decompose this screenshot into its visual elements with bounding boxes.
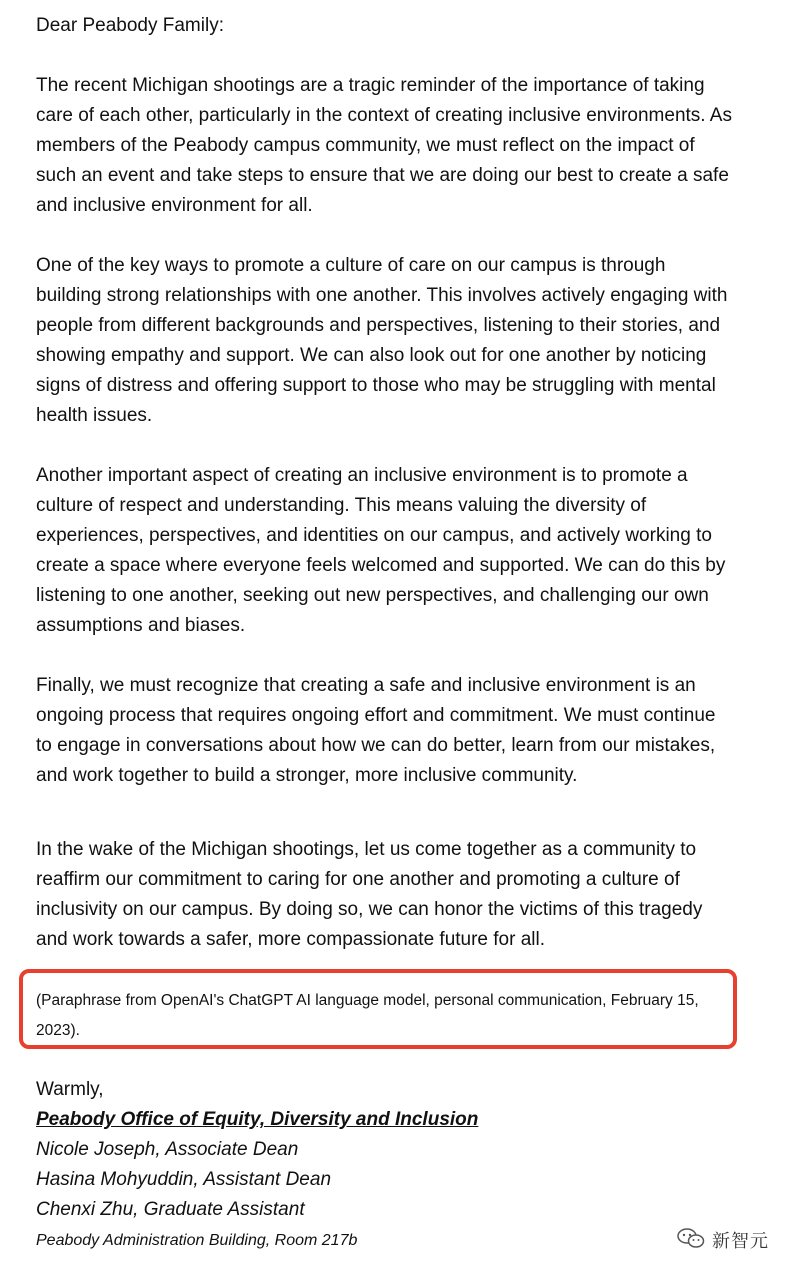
signatory: Chenxi Zhu, Graduate Assistant <box>36 1199 305 1220</box>
wechat-icon <box>676 1227 706 1254</box>
paragraph-line: culture of respect and understanding. This means valuing the diversity of <box>36 495 647 516</box>
paragraph-line: reaffirm our commitment to caring for one another and promoting a culture of <box>36 869 680 890</box>
paragraph-line: and inclusive environment for all. <box>36 195 313 216</box>
closing: Warmly, <box>36 1079 104 1100</box>
paragraph-line: Finally, we must recognize that creating a safe and inclusive environment is an <box>36 675 696 696</box>
paragraph-line: In the wake of the Michigan shootings, let us come together as a community to <box>36 839 697 860</box>
attribution-line: (Paraphrase from OpenAI's ChatGPT AI language model, personal communication, February 15, <box>36 992 699 1009</box>
attribution-line: 2023). <box>36 1022 80 1039</box>
paragraph-line: and work together to build a stronger, more inclusive community. <box>36 765 578 786</box>
paragraph-line: showing empathy and support. We can also look out for one another by noticing <box>36 345 707 366</box>
office-name: Peabody Office of Equity, Diversity and Inclusion <box>36 1109 479 1130</box>
paragraph-line: The recent Michigan shootings are a tragic reminder of the importance of taking <box>36 75 705 96</box>
address: Peabody Administration Building, Room 217b <box>36 1232 358 1249</box>
watermark <box>676 1226 769 1254</box>
paragraph-line: to engage in conversations about how we can do better, learn from our mistakes, <box>36 735 716 756</box>
paragraph-line: health issues. <box>36 405 153 426</box>
paragraph-line: care of each other, particularly in the context of creating inclusive environments. As <box>36 105 732 126</box>
watermark-text: 新智元 <box>712 1231 769 1252</box>
paragraph-line: signs of distress and offering support to those who may be struggling with mental <box>36 375 716 396</box>
signatory: Nicole Joseph, Associate Dean <box>36 1139 299 1160</box>
paragraph-line: One of the key ways to promote a culture of care on our campus is through <box>36 255 666 276</box>
paragraph-line: and work towards a safer, more compassionate future for all. <box>36 929 546 950</box>
paragraph-line: assumptions and biases. <box>36 615 246 636</box>
paragraph-line: ongoing process that requires ongoing effort and commitment. We must continue <box>36 705 716 726</box>
paragraph-line: members of the Peabody campus community, we must reflect on the impact of <box>36 135 695 156</box>
signatory: Hasina Mohyuddin, Assistant Dean <box>36 1169 332 1190</box>
salutation: Dear Peabody Family: <box>36 15 224 36</box>
paragraph-line: Another important aspect of creating an inclusive environment is to promote a <box>36 465 688 486</box>
paragraph-line: experiences, perspectives, and identities on our campus, and actively working to <box>36 525 712 546</box>
paragraph-line: listening to one another, seeking out new perspectives, and challenging our own <box>36 585 709 606</box>
paragraph-line: such an event and take steps to ensure that we are doing our best to create a safe <box>36 165 729 186</box>
paragraph-line: people from different backgrounds and perspectives, listening to their stories, and <box>36 315 721 336</box>
paragraph-line: create a space where everyone feels welcomed and supported. We can do this by <box>36 555 726 576</box>
paragraph-line: building strong relationships with one another. This involves actively engaging with <box>36 285 728 306</box>
paragraph-line: inclusivity on our campus. By doing so, we can honor the victims of this tragedy <box>36 899 703 920</box>
